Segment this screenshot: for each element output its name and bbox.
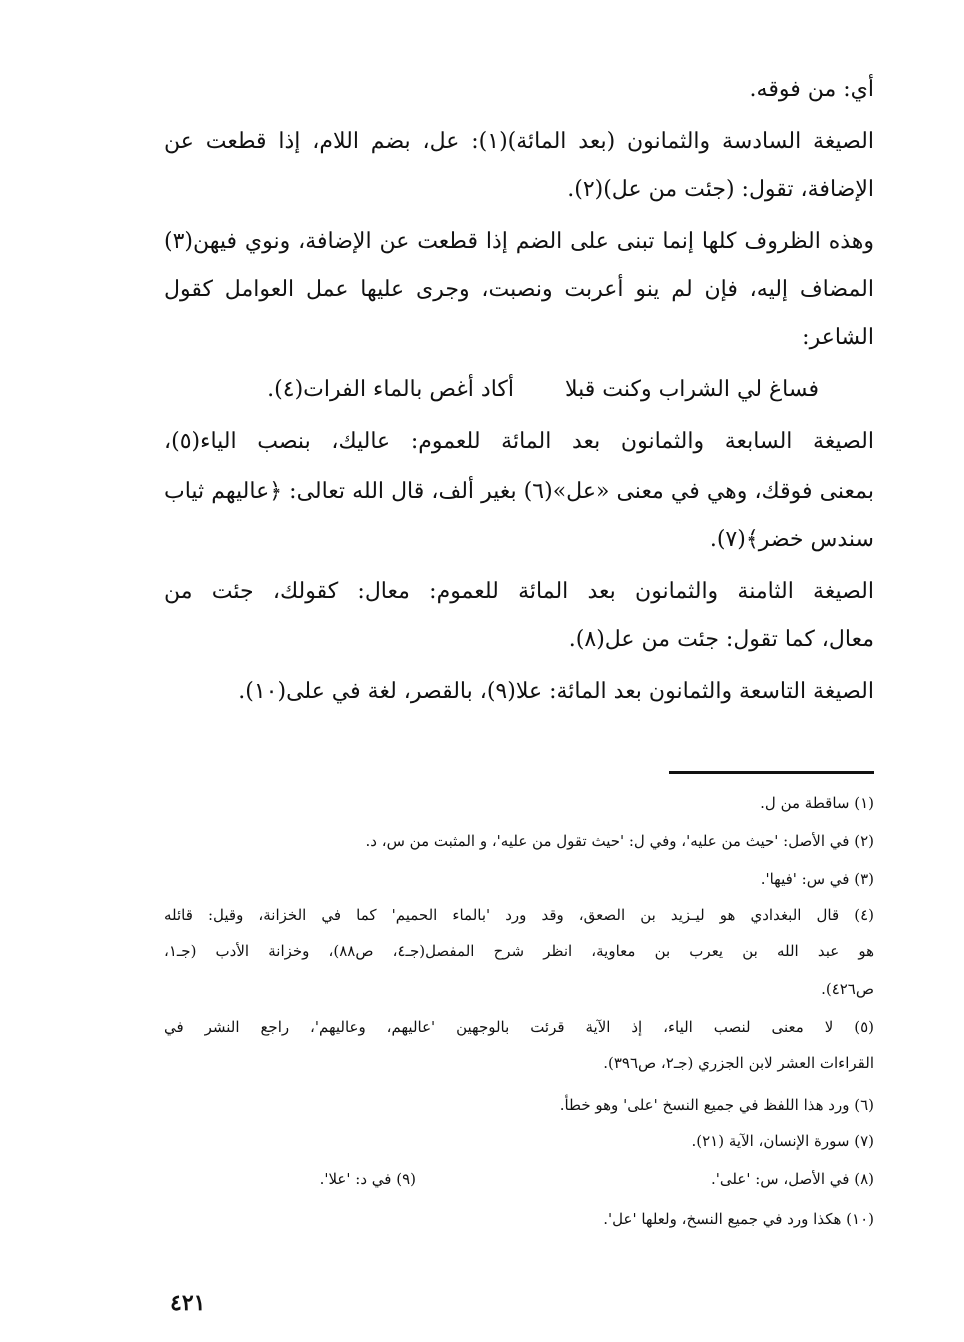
verse-second-hemistich: أكاد أغص بالماء الفرات(٤).	[267, 377, 514, 402]
footnote-4-line-3: ص٤٢٦).	[821, 980, 874, 998]
body-line-8: بمعنى فوقك، وهي في معنى «عل»(٦) بغير ألف، قال الله تعالى: ﴿عاليهم ثياب	[164, 479, 874, 504]
footnote-1: (١) ساقطة من ل.	[760, 794, 874, 812]
footnote-9: (٩) في د: 'علا'.	[319, 1170, 416, 1188]
page-number: ٤٢١	[170, 1290, 206, 1316]
footnote-5-line-2: القراءات العشر لابن الجزري (جـ٢، ص٣٩٦).	[603, 1054, 874, 1072]
footnote-4-line-2: هو عبد الله بن يعرب بن معاوية، انظر شرح المفصل(جـ٤، ص٨٨)، وخزانة الأدب (جـ١،	[164, 942, 875, 960]
body-line-2: الصيغة السادسة والثمانون (بعد المائة)(١): عل، بضم اللام، إذا قطعت عن	[164, 129, 874, 154]
footnote-10: (١٠) هكذا ورد في جميع النسخ، ولعلها 'عل'.	[603, 1210, 874, 1228]
body-line-7: الصيغة السابعة والثمانون بعد المائة للعموم: عاليك، بنصب الياء(٥)،	[164, 429, 874, 454]
footnote-7: (٧) سورة الإنسان، الآية (٢١).	[691, 1132, 874, 1150]
footnote-8: (٨) في الأصل، س: 'على'.	[711, 1170, 874, 1188]
body-line-10: الصيغة الثامنة والثمانون بعد المائة للعموم: معال: كقولك، جئت من	[164, 579, 874, 604]
body-line-5: المضاف إليه، فإن لم ينو أعربت ونصبت، وجرى عليها عمل العوامل كقول	[164, 277, 874, 302]
body-line-1: أي: من فوقه.	[749, 77, 874, 102]
footnote-divider	[669, 771, 874, 774]
footnote-3: (٣) في س: 'فيها'.	[760, 870, 874, 888]
footnote-6: (٦) ورد هذا اللفظ في جميع النسخ 'على' وهو خطأ.	[559, 1096, 874, 1114]
body-line-9: سندس خضر﴾(٧).	[709, 527, 874, 552]
body-line-3: الإضافة، تقول: (جئت من عل)(٢).	[567, 177, 874, 202]
footnote-2: (٢) في الأصل: 'حيث من عليه'، وفي ل: 'حيث تقول من عليه'، و المثبت من س، د.	[365, 832, 874, 850]
body-line-4: وهذه الظروف كلها إنما تبنى على الضم إذا قطعت عن الإضافة، ونوي فيهن(٣)	[164, 229, 874, 254]
verse-first-hemistich: فساغ لي الشراب وكنت قبلا	[564, 377, 819, 402]
body-line-11: معال، كما تقول: جئت من عل(٨).	[568, 627, 874, 652]
footnote-4-line-1: (٤) قال البغدادي هو ليـزيد بن الصعق، وقد ورد 'بالماء الحميم' كما في الخزانة، وقيل: قائله	[164, 906, 874, 924]
body-line-12: الصيغة التاسعة والثمانون بعد المائة: علا(٩)، بالقصر، لغة في على(١٠).	[238, 679, 874, 704]
body-line-6: الشاعر:	[802, 325, 874, 350]
footnote-5-line-1: (٥) لا معنى لنصب الياء، إذ الآية قرئت بالوجهين 'عاليهم، وعاليهم'، راجع النشر في	[164, 1018, 874, 1036]
